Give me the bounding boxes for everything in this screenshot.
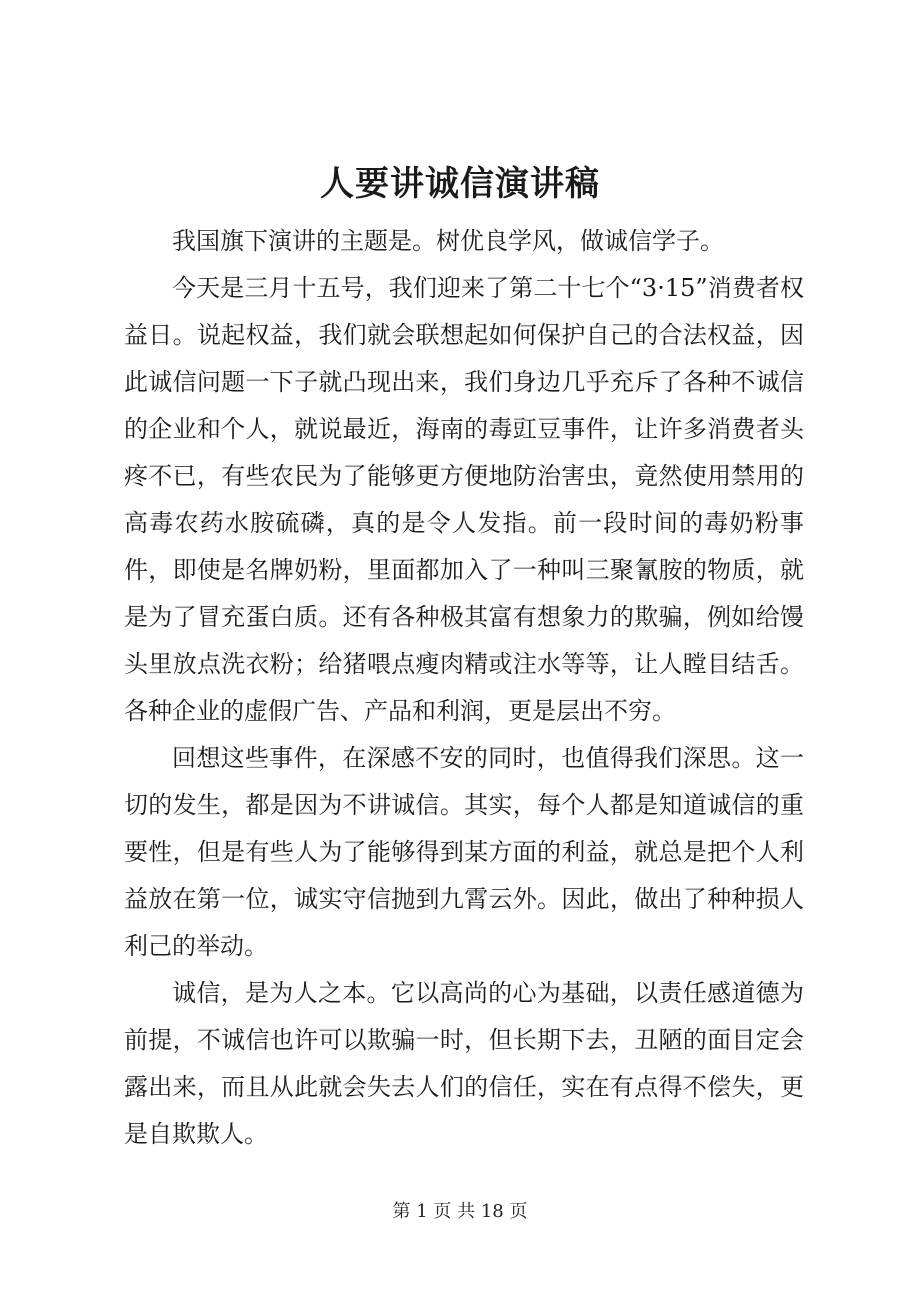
paragraph-3: 回想这些事件，在深感不安的同时，也值得我们深思。这一切的发生，都是因为不讲诚信。其实，每个人都是知道诚信的重要性，但是有些人为了能够得到某方面的利益，就总是把个人利益放在第一位，诚实守信抛到九霄云外。因此，做出了种种损人利己的举动。 [124, 744, 804, 960]
paragraph-1: 我国旗下演讲的主题是。树优良学风，做诚信学子。 [172, 227, 724, 255]
paragraph-2: 今天是三月十五号，我们迎来了第二十七个“3·15”消费者权益日。说起权益，我们就会联想起如何保护自己的合法权益，因此诚信问题一下子就凸现出来，我们身边几乎充斥了各种不诚信的企业和个人，就说最近，海南的毒豇豆事件，让许多消费者头疼不已，有些农民为了能够更方便地防治害虫，竟然使用禁用的高毒农药水胺硫磷，真的是令人发指。前一段时间的毒奶粉事件，即使是名牌奶粉，里面都加入了一种叫三聚氰胺的物质，就是为了冒充蛋白质。还有各种极其富有想象力的欺骗，例如给馒头里放点洗衣粉；给猪喂点瘦肉精或注水等等，让人瞠目结舌。各种企业的虚假广告、产品和利润，更是层出不穷。 [124, 274, 804, 725]
page-number-footer: 第 1 页 共 18 页 [392, 1201, 528, 1222]
paragraph-4: 诚信，是为人之本。它以高尚的心为基础，以责任感道德为前提，不诚信也许可以欺骗一时，但长期下去，丑陋的面目定会露出来，而且从此就会失去人们的信任，实在有点得不偿失，更是自欺欺人。 [124, 979, 804, 1148]
document-title: 人要讲诚信演讲稿 [320, 164, 600, 204]
document-body [124, 218, 804, 1158]
